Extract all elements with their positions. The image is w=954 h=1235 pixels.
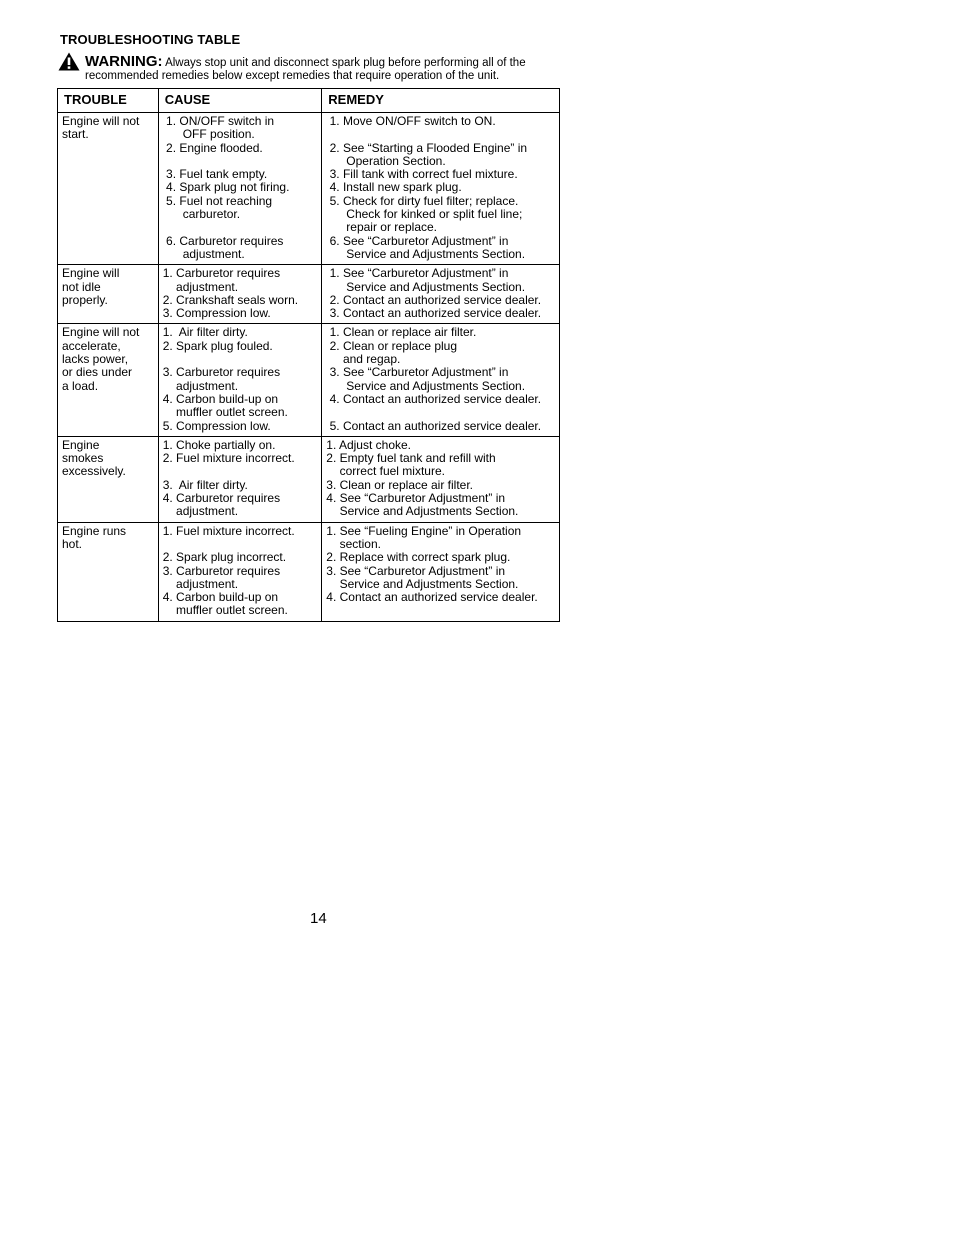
remedy-line: repair or replace. (326, 220, 437, 235)
cause-line: 2. Fuel mixture incorrect. (162, 451, 295, 466)
remedy-line: 3. Contact an authorized service dealer. (326, 306, 542, 321)
remedy-line: 3. See “Carburetor Adjustment” in (326, 365, 509, 380)
remedy-line: 4. Contact an authorized service dealer. (326, 391, 542, 406)
remedy-line: Service and Adjustments Section. (326, 504, 519, 519)
trouble-content (58, 113, 158, 145)
troubleshooting-table (57, 88, 560, 622)
trouble-cell (58, 324, 159, 436)
remedy-line: 3. See “Carburetor Adjustment” in (326, 563, 506, 578)
trouble-cell (58, 265, 159, 324)
cause-line: 4. Carbon build-up on (162, 590, 279, 605)
remedy-line: 1. See “Carburetor Adjustment” in (326, 266, 509, 281)
trouble-line: Engine will not (62, 114, 140, 128)
header-remedy: REMEDY (322, 89, 560, 113)
cause-line: 6. Carburetor requires (162, 233, 284, 248)
remedy-line: 4. Install new spark plug. (326, 180, 462, 195)
trouble-line: Engine (62, 437, 100, 452)
cause-line: adjustment. (162, 504, 239, 519)
trouble-cell (58, 436, 159, 522)
cause-line: 1. Fuel mixture incorrect. (162, 523, 295, 538)
cause-line: muffler outlet screen. (162, 603, 288, 618)
trouble-content (58, 265, 158, 310)
cause-line: 4. Spark plug not firing. (162, 180, 290, 195)
header-cause: CAUSE (158, 89, 322, 113)
cause-line (163, 353, 319, 366)
cause-line (163, 465, 319, 478)
remedy-line: Check for kinked or split fuel line; (326, 207, 523, 222)
table-row (58, 522, 560, 621)
page-number: 14 (310, 910, 327, 927)
remedy-line: section. (326, 536, 381, 551)
trouble-cell (58, 113, 159, 265)
cause-line: 3. Carburetor requires (162, 365, 281, 380)
cause-line: 1. Air filter dirty. (162, 325, 248, 340)
warning-label: WARNING: (85, 53, 163, 70)
warning-text-1: Always stop unit and disconnect spark plug before performing all of the (165, 57, 526, 69)
cause-cell (158, 522, 322, 621)
remedy-line: 5. Contact an authorized service dealer. (326, 418, 542, 433)
remedy-line: Service and Adjustments Section. (326, 246, 526, 261)
trouble-cell (58, 522, 159, 621)
cause-line (163, 155, 319, 168)
cause-content (159, 265, 322, 323)
remedy-content (322, 437, 559, 522)
cause-line: adjustment. (162, 246, 245, 261)
cause-line (163, 538, 319, 551)
remedy-line: 2. Empty fuel tank and refill with (326, 451, 496, 466)
remedy-content (322, 265, 559, 323)
remedy-line: 4. Contact an authorized service dealer. (326, 590, 538, 605)
cause-line: 2. Spark plug fouled. (162, 338, 273, 353)
remedy-line: Service and Adjustments Section. (326, 378, 526, 393)
cause-line: 5. Compression low. (162, 418, 271, 433)
remedy-line: 3. Clean or replace air filter. (326, 477, 474, 492)
remedy-line: 2. Contact an authorized service dealer. (326, 292, 542, 307)
remedy-cell (322, 113, 560, 265)
remedy-line: 2. Replace with correct spark plug. (326, 550, 511, 565)
remedy-cell (322, 265, 560, 324)
cause-line: 2. Crankshaft seals worn. (162, 292, 299, 307)
trouble-content (58, 324, 158, 395)
trouble-line: Engine runs (62, 523, 127, 538)
cause-content (159, 324, 322, 435)
remedy-line: and regap. (326, 352, 401, 367)
remedy-line: Service and Adjustments Section. (326, 576, 519, 591)
remedy-line (326, 128, 556, 141)
cause-line: 3. Air filter dirty. (162, 477, 248, 492)
cause-line: 1. ON/OFF switch in (162, 114, 275, 128)
cause-cell (158, 324, 322, 436)
trouble-line: excessively. (62, 464, 126, 479)
remedy-line: Operation Section. (326, 153, 446, 168)
cause-cell (158, 265, 322, 324)
warning-text-2: recommended remedies below except remedies that require operation of the unit. (85, 70, 500, 82)
table-row (58, 324, 560, 436)
remedy-content (322, 523, 559, 608)
cause-line: 2. Spark plug incorrect. (162, 550, 287, 565)
table-body (58, 113, 560, 622)
remedy-line: 2. Clean or replace plug (326, 338, 458, 353)
table-row (58, 265, 560, 324)
trouble-line: Engine will (62, 266, 120, 281)
remedy-content (322, 113, 559, 264)
table-header-row (58, 89, 560, 113)
warning-line-1 (85, 55, 526, 70)
cause-line: 3. Carburetor requires (162, 563, 281, 578)
table-row (58, 113, 560, 265)
cause-cell (158, 436, 322, 522)
table-row (58, 436, 560, 522)
trouble-line: a load. (62, 378, 99, 393)
trouble-line: hot. (62, 536, 83, 551)
trouble-line: smokes (62, 451, 104, 466)
remedy-line: 2. See “Starting a Flooded Engine” in (326, 140, 528, 155)
cause-line: adjustment. (162, 279, 239, 294)
cause-line: 4. Carburetor requires (162, 491, 281, 506)
remedy-line: 1. See “Fueling Engine” in Operation (326, 523, 522, 538)
remedy-line: 3. Fill tank with correct fuel mixture. (326, 167, 518, 182)
cause-line: 4. Carbon build-up on (162, 391, 279, 406)
cause-line: 5. Fuel not reaching (162, 193, 273, 208)
cause-line: carburetor. (162, 207, 241, 222)
remedy-line: 1. Move ON/OFF switch to ON. (326, 114, 496, 128)
header-trouble: TROUBLE (58, 89, 159, 113)
trouble-line: lacks power, (62, 352, 129, 367)
cause-line: 1. Choke partially on. (162, 437, 276, 452)
cause-line: 3. Compression low. (162, 306, 271, 321)
remedy-cell (322, 522, 560, 621)
warning-triangle-icon (58, 52, 80, 71)
remedy-content (322, 324, 559, 435)
cause-content (159, 437, 322, 522)
remedy-line: Service and Adjustments Section. (326, 279, 526, 294)
cause-line: muffler outlet screen. (162, 405, 288, 420)
remedy-line: 4. See “Carburetor Adjustment” in (326, 491, 506, 506)
trouble-line: start. (62, 127, 89, 142)
cause-line: 1. Carburetor requires (162, 266, 281, 281)
cause-line (163, 221, 319, 234)
remedy-line: 1. Clean or replace air filter. (326, 325, 477, 340)
trouble-line: Engine will not (62, 325, 140, 340)
remedy-cell (322, 324, 560, 436)
trouble-line: not idle (62, 279, 101, 294)
page-title: TROUBLESHOOTING TABLE (60, 32, 241, 47)
trouble-content (58, 523, 158, 555)
cause-line: adjustment. (162, 378, 239, 393)
remedy-line: 1. Adjust choke. (326, 437, 412, 452)
trouble-line: or dies under (62, 365, 133, 380)
remedy-cell (322, 436, 560, 522)
remedy-line: correct fuel mixture. (326, 464, 445, 479)
trouble-line: properly. (62, 292, 108, 307)
cause-line: 2. Engine flooded. (162, 140, 263, 155)
cause-content (159, 113, 322, 264)
cause-line: OFF position. (162, 127, 255, 142)
trouble-content (58, 437, 158, 482)
remedy-line (326, 406, 556, 419)
cause-line: 3. Fuel tank empty. (162, 167, 268, 182)
trouble-line: accelerate, (62, 338, 121, 353)
cause-content (159, 523, 322, 621)
remedy-line: 6. See “Carburetor Adjustment” in (326, 233, 509, 248)
cause-line: adjustment. (162, 576, 239, 591)
remedy-line: 5. Check for dirty fuel filter; replace. (326, 193, 519, 208)
cause-cell (158, 113, 322, 265)
